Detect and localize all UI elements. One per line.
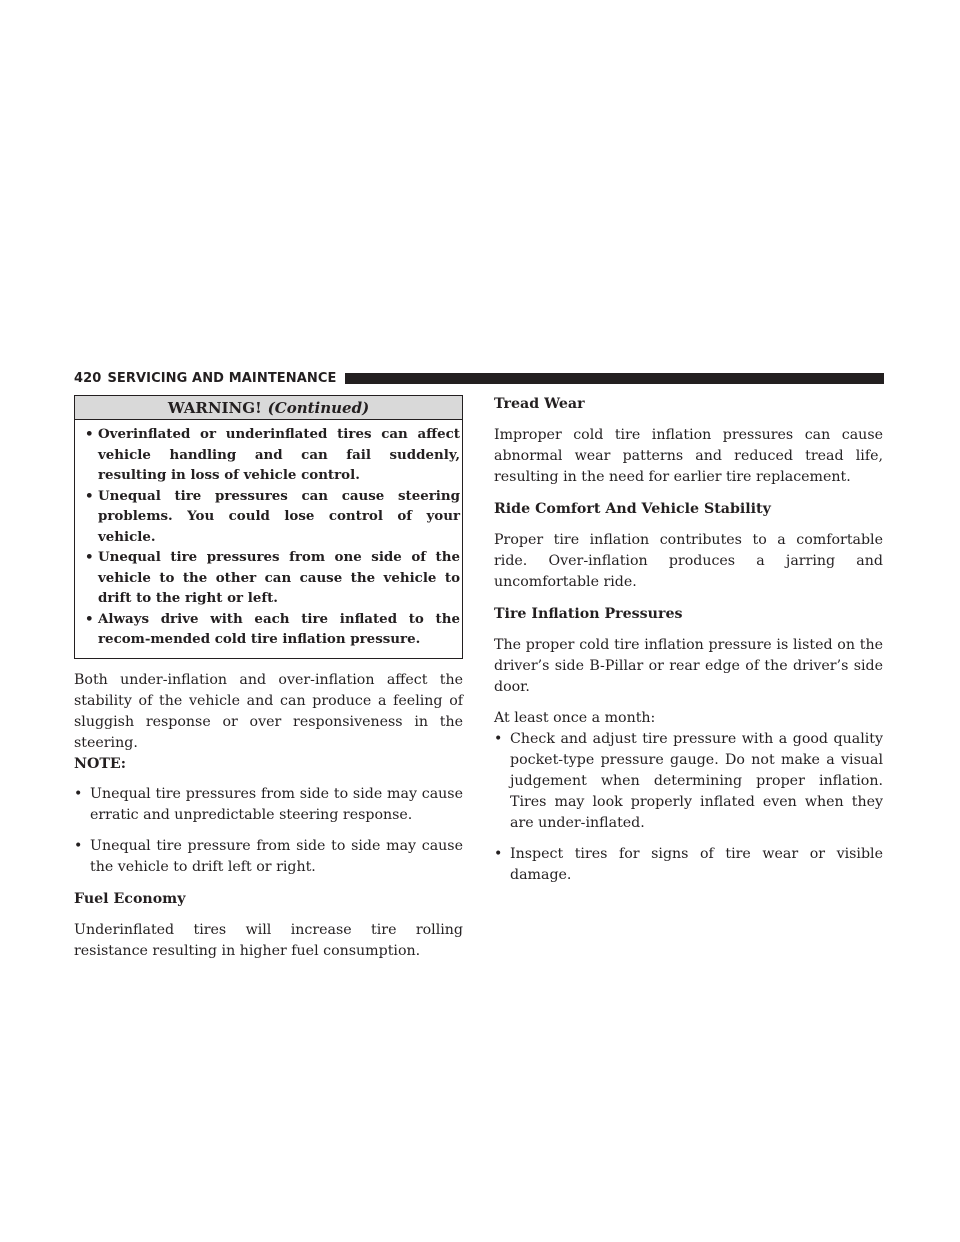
- bullet-icon: •: [85, 426, 94, 442]
- note-label: NOTE:: [74, 755, 126, 772]
- tire-pressure-heading: Tire Inflation Pressures: [494, 606, 683, 622]
- intro-paragraph: Both under-inflation and over-inflation affect the stability of the vehicle and can produce a feeling of sluggish response or over responsiveness in the steering.: [74, 671, 463, 751]
- monthly-check-item: • Check and adjust tire pressure with a good quality pocket-type pressure gauge. Do not make a visual judgement when determining proper inflation. Tires may look properly inflated even when they are under-inflated.: [494, 731, 883, 831]
- fuel-economy-text: Underinflated tires will increase tire rolling resistance resulting in higher fuel consumption.: [74, 921, 463, 959]
- right-column: [494, 394, 883, 886]
- section-title: SERVICING AND MAINTENANCE: [107, 370, 337, 386]
- monthly-check-text: At least once a month:: [494, 710, 656, 726]
- left-column: [74, 395, 463, 962]
- warning-item: • Always drive with each tire inflated to the recom-mended cold tire inflation pressure.: [85, 610, 460, 647]
- warning-box: [74, 395, 463, 659]
- ride-comfort-heading: Ride Comfort And Vehicle Stability: [494, 501, 771, 517]
- note-item: • Unequal tire pressures from side to side may cause erratic and unpredictable steering response.: [74, 785, 463, 823]
- tread-wear-heading: Tread Wear: [494, 396, 585, 412]
- tire-pressure-text: The proper cold tire inflation pressure is listed on the driver’s side B-Pillar or rear edge of the driver’s side door.: [494, 637, 883, 695]
- header-rule: [345, 373, 884, 384]
- tread-wear-text: Improper cold tire inflation pressures can cause abnormal wear patterns and reduced tread life, resulting in the need for earlier tire replacement.: [494, 427, 883, 485]
- page-number: 420: [74, 370, 102, 386]
- warning-title: [75, 396, 462, 420]
- bullet-icon: •: [494, 731, 503, 747]
- warning-continued: (Continued): [267, 399, 370, 417]
- bullet-icon: •: [494, 846, 503, 862]
- monthly-check-item: • Inspect tires for signs of tire wear or visible damage.: [494, 846, 883, 883]
- bullet-icon: •: [85, 610, 94, 627]
- bullet-icon: •: [74, 837, 83, 854]
- page-header: [74, 369, 884, 387]
- bullet-icon: •: [74, 785, 83, 802]
- warning-label: WARNING!: [167, 399, 262, 417]
- fuel-economy-heading: Fuel Economy: [74, 890, 186, 907]
- ride-comfort-text: Proper tire inflation contributes to a comfortable ride. Over-inflation produces a jarring and uncomfortable ride.: [494, 532, 883, 590]
- note-list: [74, 784, 463, 878]
- warning-item: • Unequal tire pressures can cause steering problems. You could lose control of your vehicle.: [85, 487, 460, 545]
- warning-list: [75, 420, 462, 658]
- monthly-check-list: [494, 729, 883, 886]
- bullet-icon: •: [85, 487, 94, 504]
- warning-item: • Unequal tire pressures from one side of the vehicle to the other can cause the vehicle to drift to the right or left.: [85, 549, 460, 606]
- bullet-icon: •: [85, 549, 94, 565]
- warning-item: • Overinflated or underinflated tires can affect vehicle handling and can fail suddenly, resulting in loss of vehicle control.: [85, 426, 460, 483]
- note-item: • Unequal tire pressure from side to side may cause the vehicle to drift left or right.: [74, 837, 463, 875]
